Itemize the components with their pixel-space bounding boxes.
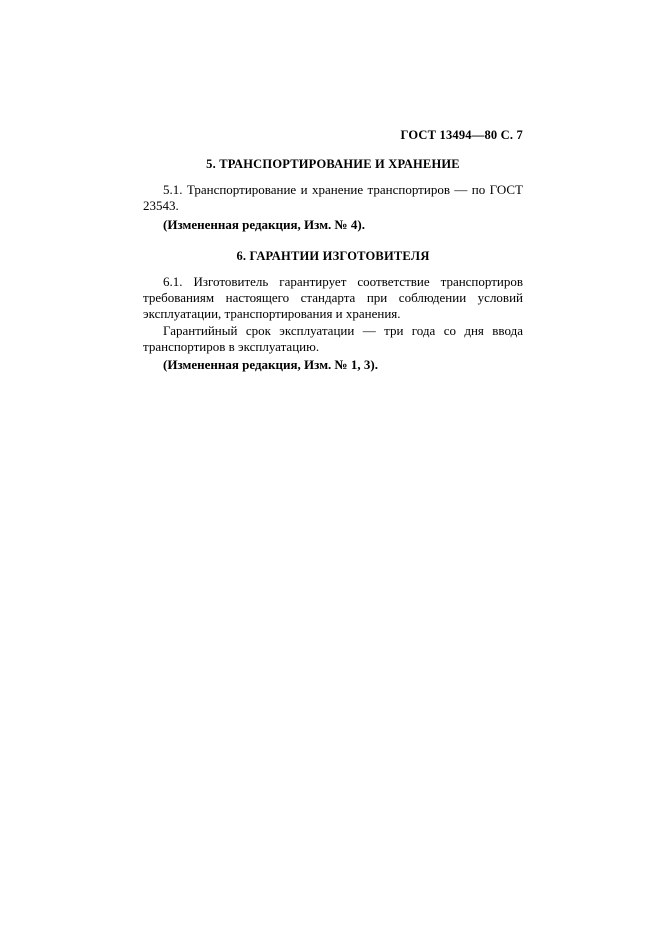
section-6-warranty-paragraph: Гарантийный срок эксплуатации — три года со дня ввода транспортиров в эксплуатацию. <box>143 322 523 354</box>
section-6-heading: 6. ГАРАНТИИ ИЗГОТОВИТЕЛЯ <box>236 248 430 263</box>
section-5-heading: 5. ТРАНСПОРТИРОВАНИЕ И ХРАНЕНИЕ <box>206 157 460 171</box>
section-5-paragraph: 5.1. Транспортирование и хранение транспортиров — по ГОСТ 23543. <box>143 182 523 214</box>
section-6-amendment-note: (Измененная редакция, Изм. № 1, 3). <box>163 357 378 372</box>
page-header: ГОСТ 13494—80 С. 7 <box>400 128 523 142</box>
section-5-amendment-note: (Измененная редакция, Изм. № 4). <box>163 216 365 232</box>
document-page <box>143 128 523 379</box>
section-6-paragraph: 6.1. Изготовитель гарантирует соответствие транспортиров требованиям настоящего стандарта при соблюдении условий эксплуатации, транспортирования и хранения. <box>143 273 523 322</box>
